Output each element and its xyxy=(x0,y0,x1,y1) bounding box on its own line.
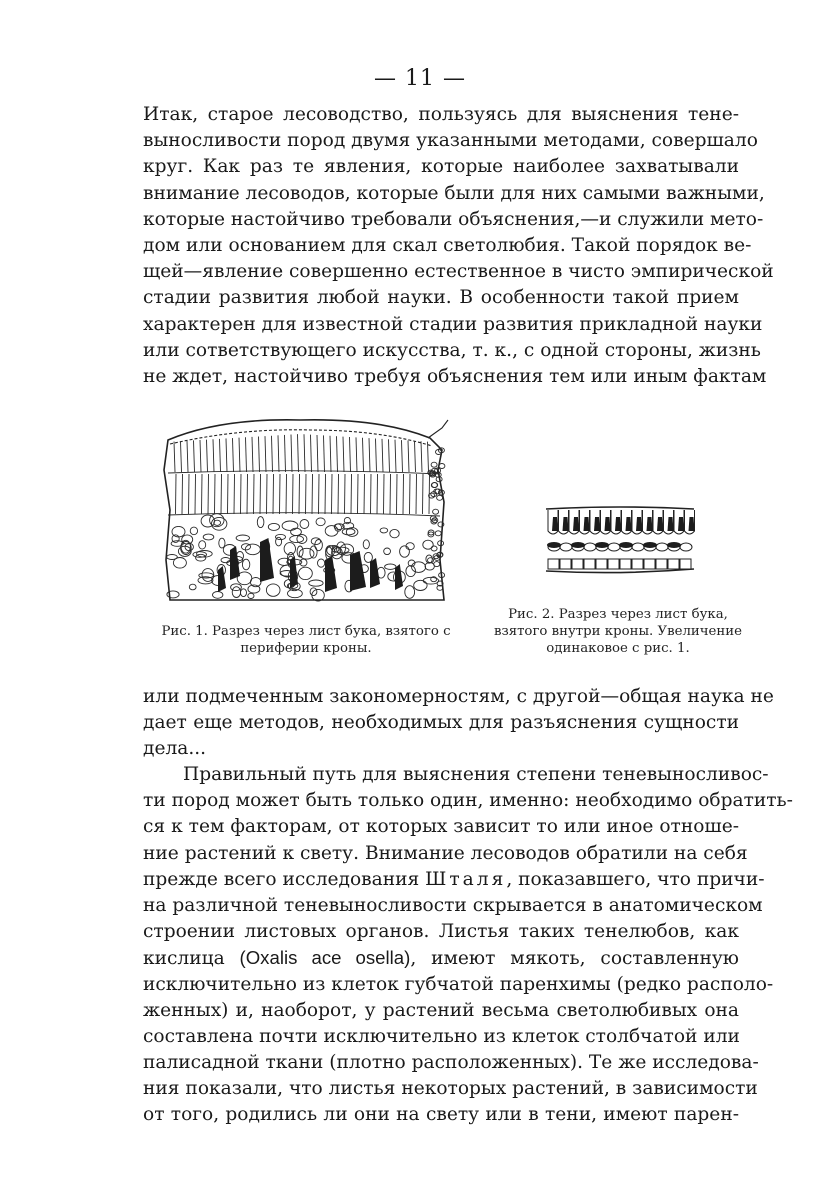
text-fragment: , имеют мякоть, составленную xyxy=(410,948,739,970)
text-line: характерен для известной стадии развития прикладной науки xyxy=(143,313,763,335)
text-line: палисадной ткани (плотно расположенных). Те же исследова- xyxy=(143,1052,759,1074)
leaf-section-interior-figure xyxy=(540,497,700,581)
text-line: строении листовых органов. Листья таких тенелюбов, как xyxy=(143,921,739,943)
text-line: ся к тем факторам, от которых зависит то или иное отноше- xyxy=(143,816,739,838)
paragraph-1 xyxy=(143,102,774,390)
author-name-stahl: Шталя xyxy=(425,868,507,890)
text-line xyxy=(143,867,765,893)
text-fragment: прежде всего исследования xyxy=(143,868,420,890)
text-line: не ждет, настойчиво требуя объяснения тем или иным фактам xyxy=(143,365,767,387)
paragraph-2 xyxy=(143,684,774,763)
text-line: внимание лесоводов, которые были для них самыми важными, xyxy=(143,182,765,204)
text-line xyxy=(143,945,739,971)
text-fragment: кислица xyxy=(143,948,225,970)
figure-1-caption: Рис. 1. Разрез через лист бука, взятого с периферии кроны. xyxy=(161,624,451,656)
text-line: круг. Как раз те явления, которые наиболее захватывали xyxy=(143,156,739,178)
text-line: исключительно из клеток губчатой паренхимы (редко располо- xyxy=(143,973,774,995)
text-line: от того, родились ли они на свету или в тени, имеют парен- xyxy=(143,1104,739,1126)
text-line: ние растений к свету. Внимание лесоводов обратили на себя xyxy=(143,842,748,864)
text-line: дом или основанием для скал светолюбия. Такой порядок ве- xyxy=(143,234,752,256)
text-line: дает еще методов, необходимых для разъяснения сущности xyxy=(143,712,739,734)
text-line: женных) и, наоборот, у растений весьма светолюбивых она xyxy=(143,999,739,1021)
text-line: стадии развития любой науки. В особенности такой прием xyxy=(143,287,739,309)
figure-2-caption: Рис. 2. Разрез через лист бука, взятого внутри кроны. Увеличение одинаковое с рис. 1. xyxy=(493,607,743,656)
paragraph-3 xyxy=(143,762,793,1129)
text-line: или сответствующего искусства, т. к., с одной стороны, жизнь xyxy=(143,339,761,361)
text-line: щей—явление совершенно естественное в чисто эмпирической xyxy=(143,261,774,283)
text-line: которые настойчиво требовали объяснения,—и служили мето- xyxy=(143,208,764,230)
text-line: выносливости пород двумя указанными методами, совершало xyxy=(143,130,758,152)
text-fragment: , показавшего, что причи- xyxy=(506,868,765,890)
text-line: ти пород может быть только один, именно: необходимо обратить- xyxy=(143,790,793,812)
text-line: на различной теневыносливости скрывается в анатомическом xyxy=(143,894,763,916)
page-number: — 11 — xyxy=(374,66,466,91)
text-line: ния показали, что листья некоторых растений, в зависимости xyxy=(143,1078,758,1100)
text-line: или подмеченным закономерностям, с другой—общая наука не xyxy=(143,686,774,707)
latin-species-name: (Oxalis ace osella) xyxy=(239,947,411,969)
text-line: Правильный путь для выяснения степени теневыносливос- xyxy=(183,764,769,785)
text-line: Итак, старое лесоводство, пользуясь для выяснения тене- xyxy=(143,104,739,125)
leaf-section-periphery-figure xyxy=(160,410,452,610)
text-line: составлена почти исключительно из клеток столбчатой или xyxy=(143,1025,740,1047)
text-line: дела... xyxy=(143,738,207,760)
